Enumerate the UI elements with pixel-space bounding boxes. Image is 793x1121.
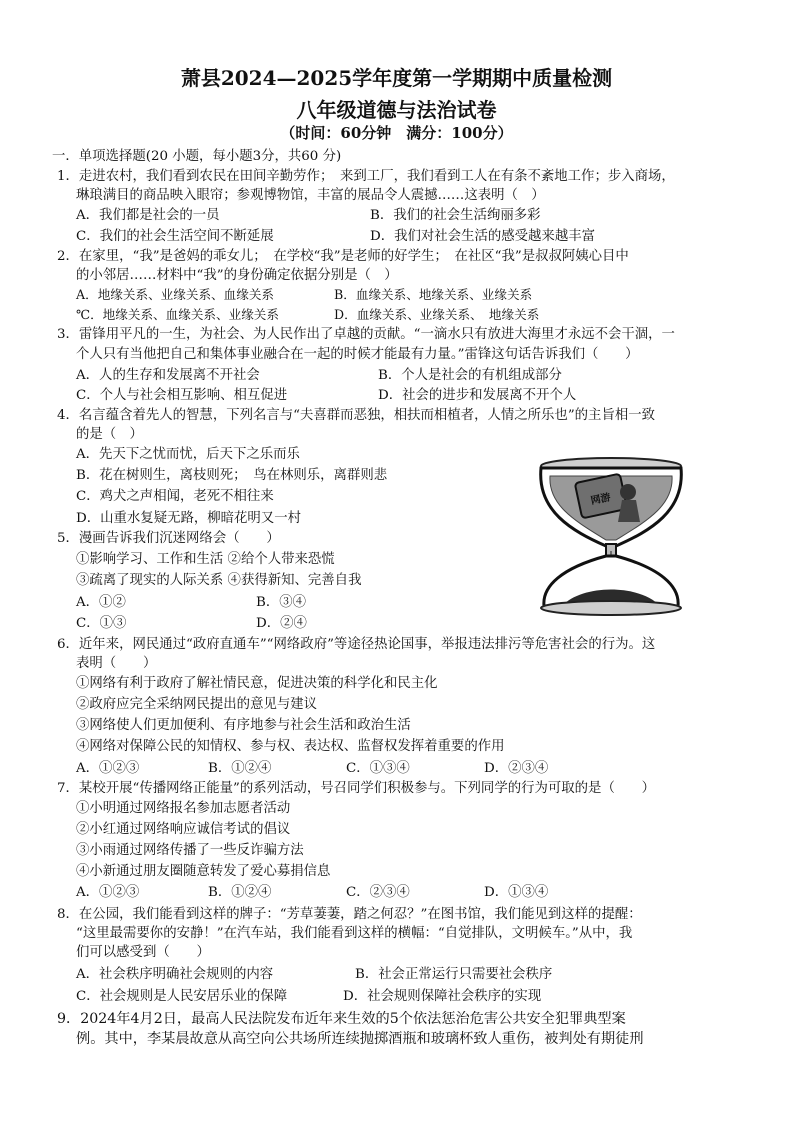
q2-option-a: A．地缘关系、业缘关系、血缘关系 (76, 287, 275, 302)
section-heading: 一．单项选择题(20 小题，每小题3分，共60 分) (52, 149, 342, 164)
q8-stem-line2: “这里最需要你的安静！”在汽车站，我们能看到这样的横幅：“自觉排队，文明候车。”从中，我 (76, 926, 633, 941)
exam-title: 萧县2024—2025学年度第一学期期中质量检测 (180, 66, 613, 90)
q7-option-a: A．①②③ (76, 885, 140, 900)
q1-stem-line1: 1．走进农村，我们看到农民在田间辛勤劳作； 来到工厂，我们看到工人在有条不紊地工作；步入商场， (57, 169, 675, 184)
q8-option-b: B．社会正常运行只需要社会秩序 (355, 967, 553, 982)
q6-option-d: D．②③④ (484, 761, 549, 776)
q7-stem: 7．某校开展“传播网络正能量”的系列活动，号召同学们积极参与。下列同学的行为可取的是（ ） (57, 781, 656, 796)
q8-stem-line1: 8．在公园，我们能看到这样的牌子：“芳草萋萋，踏之何忍？”在图书馆，我们能见到这样的提醒： (57, 907, 642, 922)
q4-option-c: C．鸡犬之声相闻，老死不相往来 (76, 489, 274, 504)
q3-stem-line1: 3．雷锋用平凡的一生，为社会、为人民作出了卓越的贡献。“一滴水只有放进大海里才永远不会干涸，一 (57, 327, 675, 342)
q2-option-d: D．血缘关系、业缘关系、 地缘关系 (334, 307, 540, 322)
q3-option-d: D．社会的进步和发展离不开个人 (378, 388, 577, 403)
hourglass-cartoon-image (532, 456, 690, 616)
q8-option-d: D．社会规则保障社会秩序的实现 (343, 989, 542, 1004)
q1-option-b: B．我们的社会生活绚丽多彩 (370, 208, 541, 223)
q9-stem-line2: 例。其中，李某晨故意从高空向公共场所连续抛掷酒瓶和玻璃杯致人重伤，被判处有期徒刑 (76, 1031, 644, 1047)
q6-option-c: C．①③④ (346, 761, 410, 776)
q5-statement-3-4: ③疏离了现实的人际关系 ④获得新知、完善自我 (76, 573, 362, 588)
q5-option-c: C．①③ (76, 616, 127, 631)
exam-time-score: （时间：60分钟 满分：100分） (280, 124, 513, 142)
q6-stem-line2: 表明（ ） (76, 656, 157, 671)
q2-stem-line2: 的小邻居……材料中“我”的身份确定依据分别是（ ） (76, 268, 398, 283)
q6-option-b: B．①②④ (208, 761, 272, 776)
q5-option-b: B．③④ (256, 595, 307, 610)
exam-subject-title: 八年级道德与法治试卷 (296, 98, 497, 122)
cartoon-label: 网游 (589, 492, 612, 508)
q9-stem-line1: 9．2024年4月2日，最高人民法院发布近年来生效的5个依法惩治危害公共安全犯罪典型案 (57, 1011, 626, 1027)
q7-statement-2: ②小红通过网络响应诚信考试的倡议 (76, 822, 291, 837)
q7-statement-3: ③小雨通过网络传播了一些反诈骗方法 (76, 843, 304, 858)
q5-option-a: A．①② (76, 595, 126, 610)
q7-statement-4: ④小新通过朋友圈随意转发了爱心募捐信息 (76, 864, 331, 879)
q3-stem-line2: 个人只有当他把自己和集体事业融合在一起的时候才能最有力量。”雷锋这句话告诉我们（ ） (76, 347, 639, 362)
q1-option-a: A．我们都是社会的一员 (76, 208, 220, 223)
q6-option-a: A．①②③ (76, 761, 140, 776)
q7-option-d: D．①③④ (484, 885, 549, 900)
q2-option-b: B．血缘关系、地缘关系、业缘关系 (334, 287, 533, 302)
q4-option-a: A．先天下之忧而忧，后天下之乐而乐 (76, 447, 300, 462)
q3-option-c: C．个人与社会相互影响、相互促进 (76, 388, 288, 403)
q5-option-d: D．②④ (256, 616, 307, 631)
q6-statement-2: ②政府应完全采纳网民提出的意见与建议 (76, 697, 318, 712)
q6-stem-line1: 6．近年来，网民通过“政府直通车”“网络政府”等途径热论国事，举报违法排污等危害社会的行为。这 (57, 637, 656, 652)
q6-statement-4: ④网络对保障公民的知情权、参与权、表达权、监督权发挥着重要的作用 (76, 739, 505, 754)
q5-stem: 5．漫画告诉我们沉迷网络会（ ） (57, 531, 280, 546)
q1-stem-line2: 琳琅满目的商品映入眼帘；参观博物馆，丰富的展品令人震撼……这表明（ ） (76, 188, 545, 203)
q8-option-a: A．社会秩序明确社会规则的内容 (76, 967, 274, 982)
q8-stem-line3: 们可以感受到（ ） (76, 945, 210, 960)
q7-statement-1: ①小明通过网络报名参加志愿者活动 (76, 801, 291, 816)
q7-option-b: B．①②④ (208, 885, 272, 900)
q1-option-c: C．我们的社会生活空间不断延展 (76, 229, 274, 244)
q1-option-d: D．我们对社会生活的感受越来越丰富 (370, 229, 595, 244)
q4-stem-line1: 4．名言蕴含着先人的智慧，下列名言与“夫喜群而恶独，相扶而相植者，人情之所乐也”的主旨相一致 (57, 408, 656, 423)
q7-option-c: C．②③④ (346, 885, 410, 900)
q2-stem-line1: 2．在家里，“我”是爸妈的乖女儿； 在学校“我”是老师的好学生； 在社区“我”是叔叔阿姨心目中 (57, 249, 629, 264)
q4-option-d: D．山重水复疑无路，柳暗花明又一村 (76, 511, 301, 526)
q6-statement-1: ①网络有利于政府了解社情民意，促进决策的科学化和民主化 (76, 676, 438, 691)
q3-option-a: A．人的生存和发展离不开社会 (76, 368, 260, 383)
q3-option-b: B．个人是社会的有机组成部分 (378, 368, 562, 383)
q4-stem-line2: 的是（ ） (76, 427, 143, 442)
q8-option-c: C．社会规则是人民安居乐业的保障 (76, 989, 288, 1004)
q6-statement-3: ③网络使人们更加便利、有序地参与社会生活和政治生活 (76, 718, 411, 733)
q2-option-c: ℃．地缘关系、血缘关系、业缘关系 (76, 307, 279, 322)
q4-option-b: B．花在树则生，离枝则死； 鸟在林则乐，离群则悲 (76, 468, 388, 483)
q5-statement-1-2: ①影响学习、工作和生活 ②给个人带来恐慌 (76, 552, 335, 567)
